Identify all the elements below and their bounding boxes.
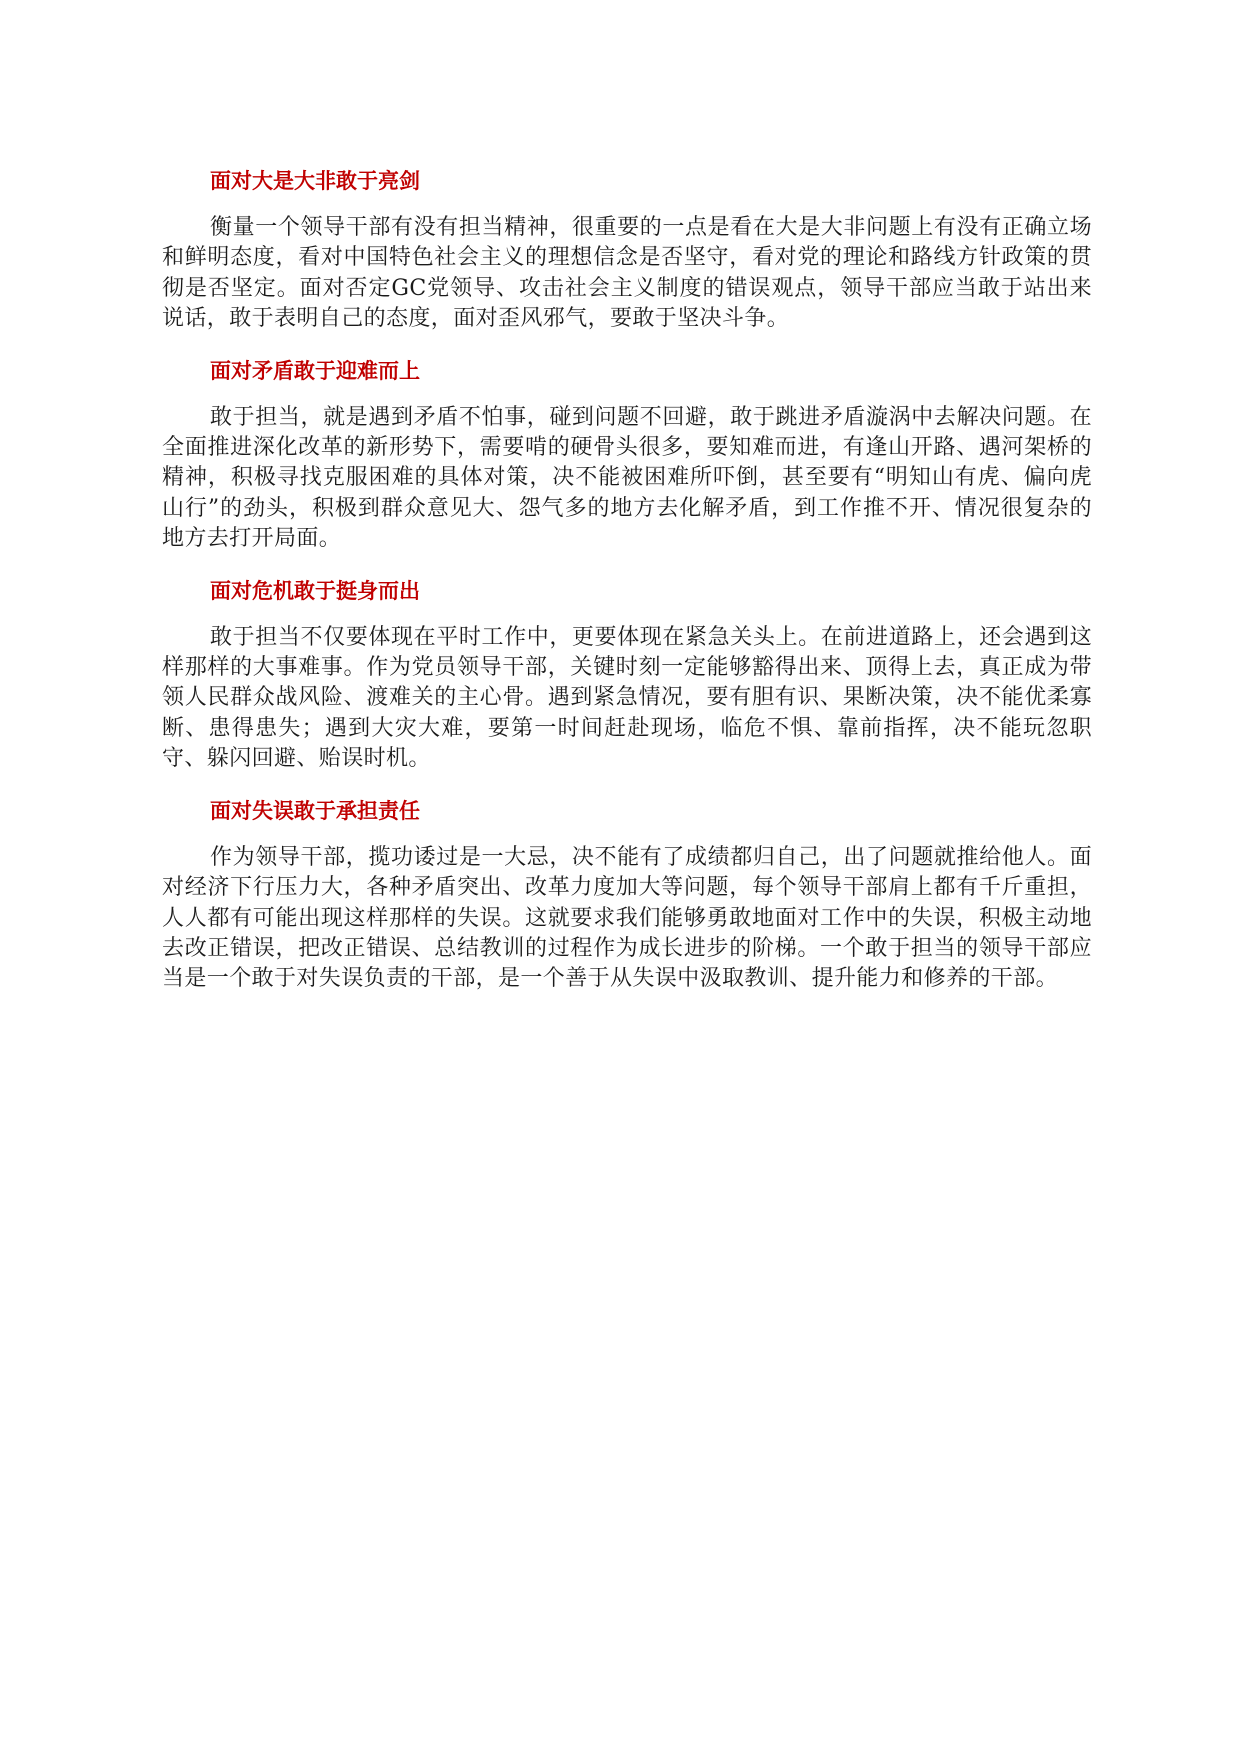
- section-stand-firm: [162, 166, 1092, 335]
- section-face-contradictions: [162, 356, 1092, 555]
- section-face-mistakes: [162, 796, 1092, 995]
- section-heading: 面对危机敢于挺身而出: [210, 578, 420, 603]
- section-paragraph: 敢于担当，就是遇到矛盾不怕事，碰到问题不回避，敢于跳进矛盾漩涡中去解决问题。在全面推进深化改革的新形势下，需要啃的硬骨头很多，要知难而进，有逢山开路、遇河架桥的精神，积极寻找克服困难的具体对策，决不能被困难所吓倒，甚至要有“明知山有虎、偏向虎山行”的劲头，积极到群众意见大、怨气多的地方去化解矛盾，到工作推不开、情况很复杂的地方去打开局面。: [162, 404, 1092, 552]
- section-heading: 面对大是大非敢于亮剑: [210, 169, 420, 193]
- section-paragraph: 敢于担当不仅要体现在平时工作中，更要体现在紧急关头上。在前进道路上，还会遇到这样那样的大事难事。作为党员领导干部，关键时刻一定能够豁得出来、顶得上去，真正成为带领人民群众战风险、渡难关的主心骨。遇到紧急情况，要有胆有识、果断决策，决不能优柔寡断、患得患失；遇到大灾大难，要第一时间赶赴现场，临危不惧、靠前指挥，决不能玩忽职守、躲闪回避、贻误时机。: [162, 624, 1092, 772]
- section-heading: 面对失误敢于承担责任: [210, 798, 420, 823]
- document-page: [162, 160, 1092, 1016]
- section-heading: 面对矛盾敢于迎难而上: [210, 358, 420, 383]
- section-paragraph: 作为领导干部，揽功诿过是一大忌，决不能有了成绩都归自己，出了问题就推给他人。面对经济下行压力大，各种矛盾突出、改革力度加大等问题，每个领导干部肩上都有千斤重担，人人都有可能出现这样那样的失误。这就要求我们能够勇敢地面对工作中的失误，积极主动地去改正错误，把改正错误、总结教训的过程作为成长进步的阶梯。一个敢于担当的领导干部应当是一个敢于对失误负责的干部，是一个善于从失误中汲取教训、提升能力和修养的干部。: [162, 844, 1092, 992]
- section-paragraph: 衡量一个领导干部有没有担当精神，很重要的一点是看在大是大非问题上有没有正确立场和鲜明态度，看对中国特色社会主义的理想信念是否坚守，看对党的理论和路线方针政策的贯彻是否坚定。面对否定GC党领导、攻击社会主义制度的错误观点，领导干部应当敢于站出来说话，敢于表明自己的态度，面对歪风邪气，要敢于坚决斗争。: [162, 215, 1092, 332]
- section-face-crisis: [162, 576, 1092, 775]
